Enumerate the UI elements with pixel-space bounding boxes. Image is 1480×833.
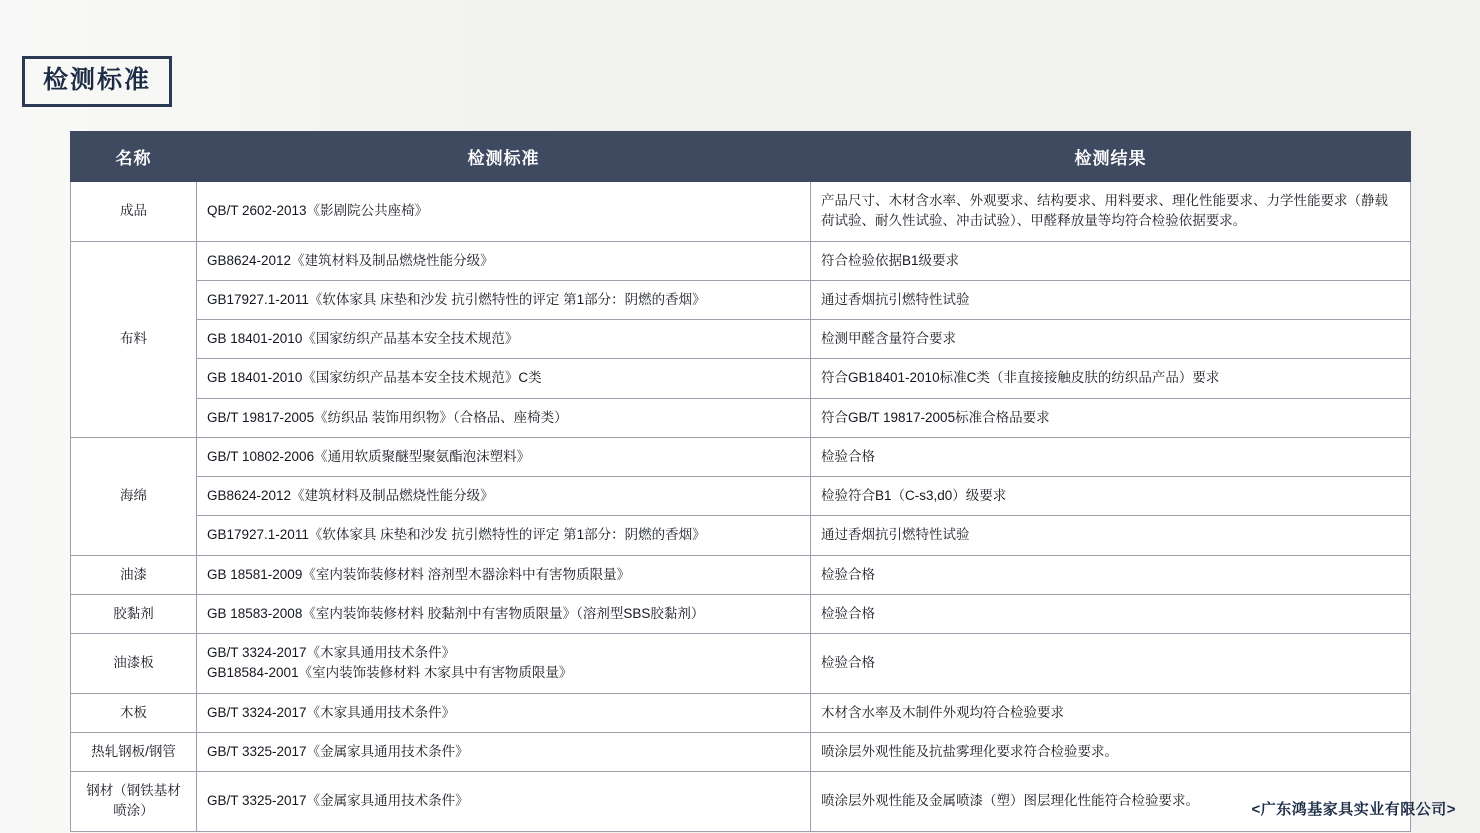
standard-line-1: GB8624-2012《建筑材料及制品燃烧性能分级》 <box>207 488 494 503</box>
standard-line-1: QB/T 2602-2013《影剧院公共座椅》 <box>207 203 429 219</box>
cell-test-result: 通过香烟抗引燃特性试验 <box>811 516 1411 555</box>
cell-test-standard <box>197 182 811 242</box>
table-row <box>71 693 1411 732</box>
cell-test-result: 检验符合B1（C-s3,d0）级要求 <box>811 477 1411 516</box>
cell-test-standard <box>197 634 811 694</box>
cell-test-standard <box>197 594 811 633</box>
standard-line-2: GB18584-2001《室内装饰装修材料 木家具中有害物质限量》 <box>207 665 573 681</box>
table-row <box>71 359 1411 398</box>
column-header-name: 名称 <box>71 132 197 182</box>
standards-table <box>70 131 1411 832</box>
cell-test-standard <box>197 693 811 732</box>
standard-line-1: GB17927.1-2011《软体家具 床垫和沙发 抗引燃特性的评定 第1部分：阴燃的香烟》 <box>207 291 706 307</box>
table-row <box>71 437 1411 476</box>
cell-test-result: 符合GB/T 19817-2005标准合格品要求 <box>811 398 1411 437</box>
cell-test-result: 检验合格 <box>811 594 1411 633</box>
cell-test-result: 喷涂层外观性能及金属喷漆（塑）图层理化性能符合检验要求。 <box>811 772 1411 832</box>
standard-line-1: GB/T 3324-2017《木家具通用技术条件》 <box>207 645 456 660</box>
cell-test-standard <box>197 477 811 516</box>
standard-line-1: GB 18401-2010《国家纺织产品基本安全技术规范》 <box>207 331 519 346</box>
cell-test-standard <box>197 241 811 280</box>
cell-test-result: 检验合格 <box>811 437 1411 476</box>
cell-material-name: 成品 <box>71 182 197 242</box>
table-row <box>71 732 1411 771</box>
cell-test-result: 符合检验依据B1级要求 <box>811 241 1411 280</box>
page-title-box <box>22 56 172 107</box>
standard-line-1: GB/T 10802-2006《通用软质聚醚型聚氨酯泡沫塑料》 <box>207 448 531 464</box>
standard-line-1: GB 18401-2010《国家纺织产品基本安全技术规范》C类 <box>207 370 542 386</box>
standard-line-1: GB/T 3324-2017《木家具通用技术条件》 <box>207 704 456 720</box>
table-row <box>71 241 1411 280</box>
table-header <box>71 132 1411 182</box>
cell-material-name: 木板 <box>71 693 197 732</box>
column-header-result: 检测结果 <box>811 132 1411 182</box>
cell-material-name: 热轧钢板/钢管 <box>71 732 197 771</box>
table-row <box>71 594 1411 633</box>
cell-test-standard <box>197 320 811 359</box>
cell-test-result: 木材含水率及木制件外观均符合检验要求 <box>811 693 1411 732</box>
table-row <box>71 320 1411 359</box>
cell-test-standard <box>197 555 811 594</box>
cell-test-result: 检测甲醛含量符合要求 <box>811 320 1411 359</box>
standard-line-1: GB17927.1-2011《软体家具 床垫和沙发 抗引燃特性的评定 第1部分：阴燃的香烟》 <box>207 527 706 543</box>
cell-material-name: 油漆板 <box>71 634 197 694</box>
cell-material-name: 油漆 <box>71 555 197 594</box>
standard-line-1: GB 18581-2009《室内装饰装修材料 溶剂型木器涂料中有害物质限量》 <box>207 566 631 582</box>
cell-test-result: 检验合格 <box>811 634 1411 694</box>
company-footer: <广东鸿基家具实业有限公司> <box>1251 801 1456 818</box>
table-row <box>71 772 1411 832</box>
standard-line-1: GB/T 19817-2005《纺织品 装饰用织物》（合格品、座椅类） <box>207 409 568 425</box>
table-row <box>71 398 1411 437</box>
standard-line-1: GB/T 3325-2017《金属家具通用技术条件》 <box>207 743 469 759</box>
table-header-row <box>71 132 1411 182</box>
standard-line-1: GB 18583-2008《室内装饰装修材料 胶黏剂中有害物质限量》（溶剂型SBS胶黏剂） <box>207 605 705 621</box>
cell-test-standard <box>197 280 811 319</box>
column-header-standard: 检测标准 <box>197 132 811 182</box>
cell-test-result: 符合GB18401-2010标准C类（非直接接触皮肤的纺织品产品）要求 <box>811 359 1411 398</box>
table-row <box>71 516 1411 555</box>
table-row <box>71 634 1411 694</box>
cell-material-name: 海绵 <box>71 437 197 555</box>
table-row <box>71 477 1411 516</box>
standards-table-wrapper <box>70 131 1410 832</box>
cell-test-standard <box>197 359 811 398</box>
standard-line-1: GB8624-2012《建筑材料及制品燃烧性能分级》 <box>207 252 494 268</box>
cell-material-name: 钢材（钢铁基材喷涂） <box>71 772 197 832</box>
cell-material-name: 布料 <box>71 241 197 437</box>
cell-test-standard <box>197 437 811 476</box>
cell-test-standard <box>197 398 811 437</box>
standard-line-1: GB/T 3325-2017《金属家具通用技术条件》 <box>207 793 469 809</box>
cell-test-standard <box>197 732 811 771</box>
cell-test-result: 产品尺寸、木材含水率、外观要求、结构要求、用料要求、理化性能要求、力学性能要求（静载荷试验、耐久性试验、冲击试验）、甲醛释放量等均符合检验依据要求。 <box>811 182 1411 242</box>
cell-test-result: 喷涂层外观性能及抗盐雾理化要求符合检验要求。 <box>811 732 1411 771</box>
table-row <box>71 555 1411 594</box>
cell-test-result: 通过香烟抗引燃特性试验 <box>811 280 1411 319</box>
cell-material-name: 胶黏剂 <box>71 594 197 633</box>
cell-test-standard <box>197 772 811 832</box>
table-row <box>71 280 1411 319</box>
page-title: 检测标准 <box>43 66 152 94</box>
table-body <box>71 182 1411 832</box>
cell-test-standard <box>197 516 811 555</box>
cell-test-result: 检验合格 <box>811 555 1411 594</box>
table-row <box>71 182 1411 242</box>
